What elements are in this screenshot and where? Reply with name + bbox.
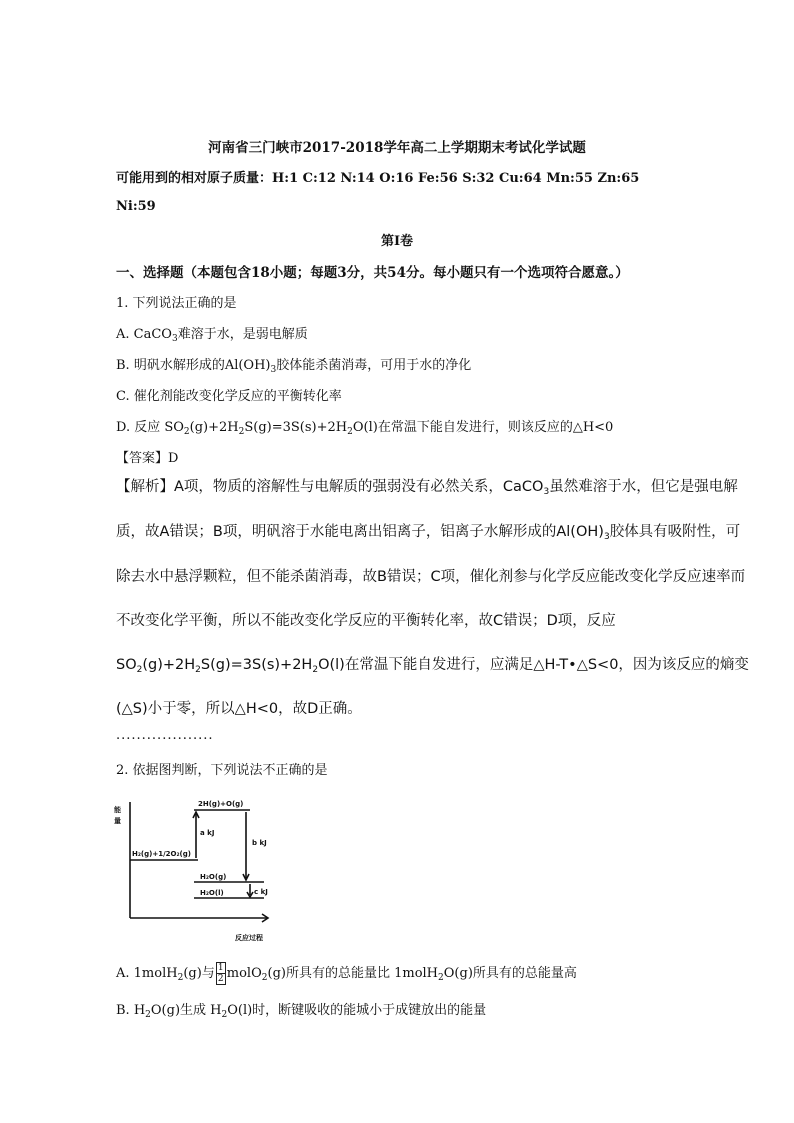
arrow-c-label: c kJ [254,888,268,896]
q1-option-b: B. 明矾水解形成的$Al(OH)_3$胶体能杀菌消毒，可用于水的净化 [116,358,472,375]
q1-answer: 【答案】D [116,451,179,466]
x-axis-label: 反应过程 [235,934,263,942]
arrow-b-label: b kJ [252,839,267,847]
y-label-1: 能 [114,806,121,814]
q1-explanation-line-1: 【解析】A项，物质的溶解性与电解质的强弱没有必然关系，CaCO$_3$虽然难溶于水，但它是强电解 [116,479,738,497]
section-heading: 一、选择题（本题包含18小题；每题3分，共54分。每小题只有一个选项符合愿意。） [116,265,629,281]
h2o-gas-label: H₂O(g) [200,873,227,881]
q1-explanation-line-6: (△S)小于零，所以△H<0，故D正确。 [116,701,362,717]
q1-explanation-line-5: $SO_2(g)+2H_2S(g)=3S(s)+2H_2O(l)$在常温下能自发进行，应满足△H-T•△S<0，因为该反应的熵变 [116,657,749,675]
q2-stem: 2. 依据图判断，下列说法不正确的是 [116,763,328,778]
top-level-label: 2H(g)+O(g) [198,800,244,808]
q1-option-a: A. CaCO$_3$难溶于水，是弱电解质 [116,327,308,344]
q1-option-d: D. 反应 $SO_2(g)+2H_2S(g)=3S(s)+2H_2O(l)$在常温下能自发进行，则该反应的△H<0 [116,420,614,437]
q2-option-b: B. $H_2O(g)$生成 $H_2O(l)$时，断键吸收的能城小于成键放出的能量 [116,1003,487,1020]
volume-heading: 第Ⅰ卷 [380,234,414,249]
atomic-masses-line-1: 可能用到的相对原子质量：H:1 C:12 N:14 O:16 Fe:56 S:32 Cu:64 Mn:55 Zn:65 [116,171,640,186]
q1-explanation-line-4: 不改变化学平衡，所以不能改变化学反应的平衡转化率，故C错误；D项，反应 [116,613,616,629]
omission-dots: ................... [116,728,214,743]
arrow-a-label: a kJ [200,829,215,837]
q1-option-c: C. 催化剂能改变化学反应的平衡转化率 [116,389,342,404]
energy-level-diagram [110,790,280,948]
atomic-masses-line-2: Ni:59 [116,199,156,214]
y-label-2: 量 [114,817,121,825]
q2-option-a: A. 1molH$_2$(g)与 $\frac{1}{2}$ molO$_2$(g)所具有的总能量比 1molH$_2$O(g)所具有的总能量高 [116,963,577,984]
fraction-one-half: $\frac{1}{2}$ [216,962,226,985]
q1-explanation-line-3: 除去水中悬浮颗粒，但不能杀菌消毒，故B错误；C项，催化剂参与化学反应能改变化学反应速率而 [116,569,746,585]
h2o-liquid-label: H₂O(l) [200,889,224,897]
q1-stem: 1. 下列说法正确的是 [116,296,237,311]
reactant-level-label: H₂(g)+1/2O₂(g) [132,850,191,858]
q1-explanation-line-2: 质，故A错误；B项，明矾溶于水能电离出铝离子，铝离子水解形成的$Al(OH)_3$胶体具有吸附性，可 [116,524,741,542]
exam-title: 河南省三门峡市2017-2018学年高二上学期期末考试化学试题 [208,140,586,156]
